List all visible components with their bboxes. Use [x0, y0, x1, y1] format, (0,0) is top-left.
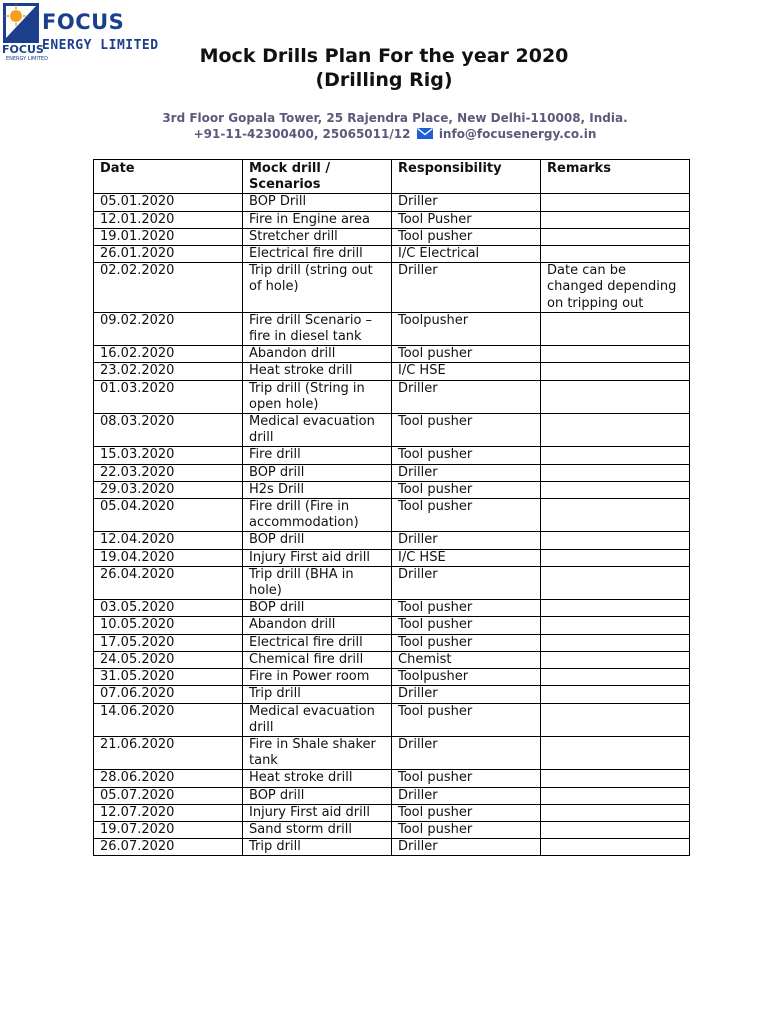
- scenario-cell: Trip drill (BHA in hole): [243, 566, 392, 599]
- remarks-cell: [541, 804, 690, 821]
- responsibility-cell: Driller: [392, 686, 541, 703]
- date-cell: 19.07.2020: [94, 821, 243, 838]
- header-date: Date: [94, 160, 243, 194]
- responsibility-cell: I/C HSE: [392, 363, 541, 380]
- scenario-cell: Trip drill (String in open hole): [243, 380, 392, 413]
- date-cell: 12.07.2020: [94, 804, 243, 821]
- scenario-cell: Fire in Engine area: [243, 211, 392, 228]
- responsibility-cell: Tool pusher: [392, 600, 541, 617]
- mail-icon: [417, 128, 433, 139]
- date-cell: 08.03.2020: [94, 414, 243, 447]
- date-cell: 07.06.2020: [94, 686, 243, 703]
- table-row: [94, 346, 690, 363]
- email-address: info@focusenergy.co.in: [438, 127, 597, 141]
- date-cell: 21.06.2020: [94, 736, 243, 769]
- scenario-cell: BOP drill: [243, 787, 392, 804]
- table-row: [94, 499, 690, 532]
- responsibility-cell: Chemist: [392, 651, 541, 668]
- remarks-cell: [541, 414, 690, 447]
- responsibility-cell: Tool pusher: [392, 804, 541, 821]
- remarks-cell: [541, 787, 690, 804]
- remarks-cell: [541, 600, 690, 617]
- scenario-cell: Trip drill: [243, 686, 392, 703]
- scenario-cell: Injury First aid drill: [243, 804, 392, 821]
- remarks-cell: [541, 380, 690, 413]
- table-row: [94, 549, 690, 566]
- remarks-cell: [541, 228, 690, 245]
- date-cell: 12.04.2020: [94, 532, 243, 549]
- table-row: [94, 736, 690, 769]
- company-contact: [0, 127, 768, 141]
- remarks-cell: [541, 499, 690, 532]
- responsibility-cell: Tool pusher: [392, 703, 541, 736]
- date-cell: 10.05.2020: [94, 617, 243, 634]
- table-row: [94, 263, 690, 313]
- date-cell: 26.07.2020: [94, 839, 243, 856]
- responsibility-cell: Tool pusher: [392, 447, 541, 464]
- responsibility-cell: Tool pusher: [392, 481, 541, 498]
- responsibility-cell: Toolpusher: [392, 312, 541, 345]
- date-cell: 15.03.2020: [94, 447, 243, 464]
- responsibility-cell: Tool pusher: [392, 617, 541, 634]
- scenario-cell: Sand storm drill: [243, 821, 392, 838]
- scenario-cell: Abandon drill: [243, 346, 392, 363]
- date-cell: 19.01.2020: [94, 228, 243, 245]
- responsibility-cell: Toolpusher: [392, 669, 541, 686]
- remarks-cell: [541, 634, 690, 651]
- page-title: Mock Drills Plan For the year 2020: [199, 45, 569, 67]
- remarks-cell: [541, 532, 690, 549]
- responsibility-cell: Tool pusher: [392, 821, 541, 838]
- date-cell: 14.06.2020: [94, 703, 243, 736]
- scenario-cell: Fire drill (Fire in accommodation): [243, 499, 392, 532]
- scenario-cell: Heat stroke drill: [243, 770, 392, 787]
- remarks-cell: [541, 549, 690, 566]
- date-cell: 01.03.2020: [94, 380, 243, 413]
- remarks-cell: [541, 447, 690, 464]
- date-cell: 05.04.2020: [94, 499, 243, 532]
- date-cell: 29.03.2020: [94, 481, 243, 498]
- date-cell: 03.05.2020: [94, 600, 243, 617]
- header-remarks: Remarks: [541, 160, 690, 194]
- table-row: [94, 380, 690, 413]
- table-row: [94, 566, 690, 599]
- table-row: [94, 600, 690, 617]
- scenario-cell: Injury First aid drill: [243, 549, 392, 566]
- date-cell: 22.03.2020: [94, 464, 243, 481]
- remarks-cell: [541, 770, 690, 787]
- responsibility-cell: Driller: [392, 532, 541, 549]
- table-row: [94, 532, 690, 549]
- table-row: [94, 617, 690, 634]
- date-cell: 09.02.2020: [94, 312, 243, 345]
- table-row: [94, 770, 690, 787]
- logo-sub-text: ENERGY LIMITED: [42, 38, 159, 53]
- remarks-cell: [541, 703, 690, 736]
- mock-drills-table: [93, 159, 690, 856]
- logo-brand-text: FOCUS: [42, 10, 125, 34]
- scenario-cell: Heat stroke drill: [243, 363, 392, 380]
- scenario-cell: H2s Drill: [243, 481, 392, 498]
- date-cell: 23.02.2020: [94, 363, 243, 380]
- responsibility-cell: Driller: [392, 839, 541, 856]
- scenario-cell: BOP drill: [243, 464, 392, 481]
- table-row: [94, 821, 690, 838]
- table-row: [94, 651, 690, 668]
- remarks-cell: [541, 312, 690, 345]
- table-row: [94, 634, 690, 651]
- remarks-cell: [541, 464, 690, 481]
- table-row: [94, 839, 690, 856]
- responsibility-cell: Driller: [392, 566, 541, 599]
- remarks-cell: [541, 839, 690, 856]
- date-cell: 02.02.2020: [94, 263, 243, 313]
- remarks-cell: Date can be changed depending on tripping out: [541, 263, 690, 313]
- remarks-cell: [541, 481, 690, 498]
- table-row: [94, 312, 690, 345]
- responsibility-cell: Tool Pusher: [392, 211, 541, 228]
- remarks-cell: [541, 617, 690, 634]
- scenario-cell: BOP Drill: [243, 194, 392, 211]
- scenario-cell: Electrical fire drill: [243, 634, 392, 651]
- remarks-cell: [541, 821, 690, 838]
- table-row: [94, 414, 690, 447]
- scenario-cell: Fire drill Scenario – fire in diesel tank: [243, 312, 392, 345]
- table-row: [94, 246, 690, 263]
- remarks-cell: [541, 363, 690, 380]
- date-cell: 24.05.2020: [94, 651, 243, 668]
- table-row: [94, 363, 690, 380]
- scenario-cell: Fire in Shale shaker tank: [243, 736, 392, 769]
- responsibility-cell: Driller: [392, 787, 541, 804]
- remarks-cell: [541, 246, 690, 263]
- logo-tiny-text: ENERGY LIMITED: [6, 56, 48, 62]
- scenario-cell: Trip drill (string out of hole): [243, 263, 392, 313]
- responsibility-cell: Driller: [392, 380, 541, 413]
- page-subtitle: (Drilling Rig): [315, 69, 453, 91]
- header-responsibility: Responsibility: [392, 160, 541, 194]
- table-row: [94, 194, 690, 211]
- remarks-cell: [541, 669, 690, 686]
- date-cell: 31.05.2020: [94, 669, 243, 686]
- table-row: [94, 804, 690, 821]
- scenario-cell: Abandon drill: [243, 617, 392, 634]
- table-row: [94, 669, 690, 686]
- table-row: [94, 447, 690, 464]
- remarks-cell: [541, 346, 690, 363]
- remarks-cell: [541, 194, 690, 211]
- scenario-cell: BOP drill: [243, 600, 392, 617]
- remarks-cell: [541, 651, 690, 668]
- date-cell: 26.01.2020: [94, 246, 243, 263]
- table-row: [94, 211, 690, 228]
- scenario-cell: Medical evacuation drill: [243, 703, 392, 736]
- scenario-cell: BOP drill: [243, 532, 392, 549]
- responsibility-cell: I/C HSE: [392, 549, 541, 566]
- phone-number: +91-11-42300400, 25065011/12: [193, 127, 411, 141]
- table-row: [94, 228, 690, 245]
- scenario-cell: Electrical fire drill: [243, 246, 392, 263]
- table-row: [94, 787, 690, 804]
- responsibility-cell: Tool pusher: [392, 770, 541, 787]
- table-row: [94, 703, 690, 736]
- date-cell: 28.06.2020: [94, 770, 243, 787]
- table-row: [94, 464, 690, 481]
- responsibility-cell: Tool pusher: [392, 414, 541, 447]
- table-row: [94, 481, 690, 498]
- scenario-cell: Chemical fire drill: [243, 651, 392, 668]
- scenario-cell: Fire in Power room: [243, 669, 392, 686]
- responsibility-cell: Driller: [392, 736, 541, 769]
- responsibility-cell: Tool pusher: [392, 634, 541, 651]
- remarks-cell: [541, 211, 690, 228]
- scenario-cell: Trip drill: [243, 839, 392, 856]
- logo-small-text: FOCUS: [2, 43, 44, 56]
- date-cell: 17.05.2020: [94, 634, 243, 651]
- table-row: [94, 686, 690, 703]
- company-address: 3rd Floor Gopala Tower, 25 Rajendra Place, New Delhi-110008, India.: [162, 111, 628, 125]
- responsibility-cell: Driller: [392, 194, 541, 211]
- date-cell: 12.01.2020: [94, 211, 243, 228]
- responsibility-cell: I/C Electrical: [392, 246, 541, 263]
- header-scenario: Mock drill / Scenarios: [243, 160, 392, 194]
- responsibility-cell: Tool pusher: [392, 346, 541, 363]
- scenario-cell: Fire drill: [243, 447, 392, 464]
- remarks-cell: [541, 566, 690, 599]
- remarks-cell: [541, 686, 690, 703]
- date-cell: 05.07.2020: [94, 787, 243, 804]
- scenario-cell: Stretcher drill: [243, 228, 392, 245]
- responsibility-cell: Tool pusher: [392, 228, 541, 245]
- date-cell: 26.04.2020: [94, 566, 243, 599]
- date-cell: 05.01.2020: [94, 194, 243, 211]
- logo-emblem-icon: [2, 2, 42, 46]
- responsibility-cell: Tool pusher: [392, 499, 541, 532]
- scenario-cell: Medical evacuation drill: [243, 414, 392, 447]
- responsibility-cell: Driller: [392, 263, 541, 313]
- responsibility-cell: Driller: [392, 464, 541, 481]
- remarks-cell: [541, 736, 690, 769]
- date-cell: 16.02.2020: [94, 346, 243, 363]
- table-header-row: [94, 160, 690, 194]
- date-cell: 19.04.2020: [94, 549, 243, 566]
